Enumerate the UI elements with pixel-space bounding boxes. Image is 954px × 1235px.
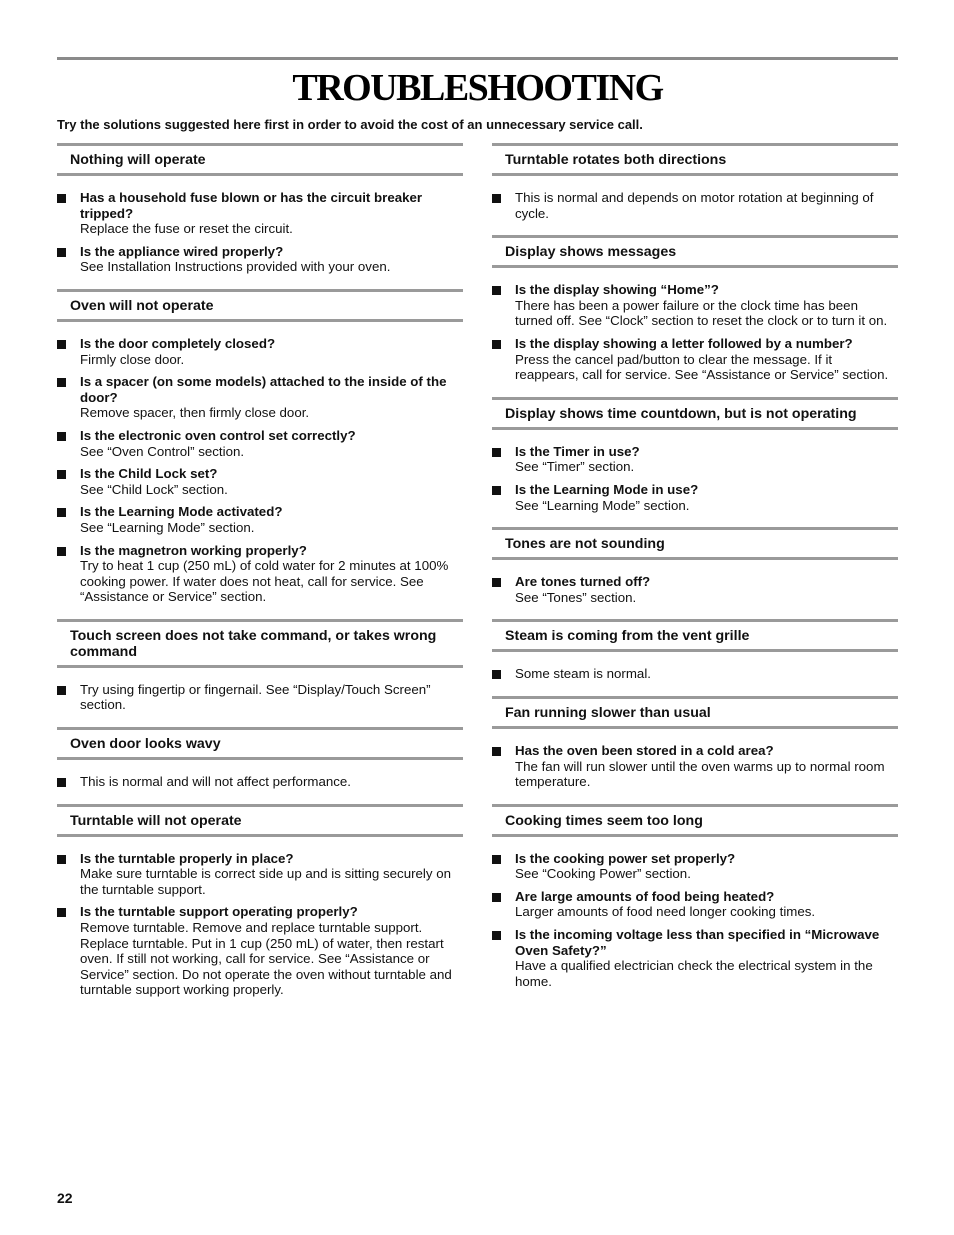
section-heading: Steam is coming from the vent grille xyxy=(492,619,898,652)
list-item xyxy=(57,904,463,998)
item-list xyxy=(57,682,463,713)
list-item xyxy=(492,336,898,383)
section-oven-door-looks-wavy xyxy=(57,727,463,790)
item-question: Is a spacer (on some models) attached to the inside of the door? xyxy=(80,374,447,405)
item-list xyxy=(492,851,898,990)
list-item xyxy=(57,543,463,605)
item-answer: See “Learning Mode” section. xyxy=(80,519,255,535)
item-answer: See “Learning Mode” section. xyxy=(515,497,690,513)
section-heading: Turntable will not operate xyxy=(57,804,463,837)
section-fan-running-slower-than-usual xyxy=(492,696,898,790)
list-item xyxy=(57,466,463,497)
item-list xyxy=(492,743,898,790)
item-answer: There has been a power failure or the clock time has been turned off. See “Clock” section to reset the clock or to turn it on. xyxy=(515,297,888,329)
right-column xyxy=(492,143,898,1003)
item-question: Are tones turned off? xyxy=(515,574,651,590)
section-heading: Oven will not operate xyxy=(57,289,463,322)
section-tones-are-not-sounding xyxy=(492,527,898,605)
list-item xyxy=(57,774,463,790)
list-item xyxy=(57,244,463,275)
list-item xyxy=(492,190,898,221)
item-question: Is the cooking power set properly? xyxy=(515,850,736,866)
section-heading: Display shows time countdown, but is not operating xyxy=(492,397,898,430)
item-list xyxy=(492,190,898,221)
section-cooking-times-seem-too-long xyxy=(492,804,898,990)
list-item xyxy=(492,574,898,605)
top-rule xyxy=(57,57,898,60)
item-question: Is the magnetron working properly? xyxy=(80,542,307,558)
section-turntable-will-not-operate xyxy=(57,804,463,998)
item-answer: The fan will run slower until the oven warms up to normal room temperature. xyxy=(515,758,885,790)
item-question: Is the display showing “Home”? xyxy=(515,282,719,298)
section-heading: Display shows messages xyxy=(492,235,898,268)
item-answer: See “Oven Control” section. xyxy=(80,443,245,459)
item-answer: See “Timer” section. xyxy=(515,459,635,475)
list-item xyxy=(492,889,898,920)
item-answer: Make sure turntable is correct side up and is sitting securely on the turntable support. xyxy=(80,866,452,897)
item-answer: Remove spacer, then firmly close door. xyxy=(80,405,310,421)
section-heading: Touch screen does not take command, or takes wrong command xyxy=(57,619,463,668)
section-heading: Fan running slower than usual xyxy=(492,696,898,729)
section-touch-screen-does-not-take-command-or-ta xyxy=(57,619,463,713)
item-answer: Try using fingertip or fingernail. See “Display/Touch Screen” section. xyxy=(80,681,431,713)
item-list xyxy=(57,774,463,790)
item-list xyxy=(57,336,463,605)
list-item xyxy=(492,851,898,882)
section-heading: Nothing will operate xyxy=(57,143,463,176)
item-list xyxy=(492,574,898,605)
list-item xyxy=(57,851,463,898)
list-item xyxy=(57,190,463,237)
list-item xyxy=(57,428,463,459)
section-heading: Tones are not sounding xyxy=(492,527,898,560)
item-answer: Replace the fuse or reset the circuit. xyxy=(80,221,293,237)
list-item xyxy=(492,444,898,475)
page-title: TROUBLESHOOTING xyxy=(292,67,663,109)
list-item xyxy=(57,336,463,367)
item-list xyxy=(492,282,898,383)
item-question: Has the oven been stored in a cold area? xyxy=(515,742,774,758)
item-question: Is the Learning Mode in use? xyxy=(515,481,699,497)
section-turntable-rotates-both-directions xyxy=(492,143,898,221)
section-display-shows-time-countdown-but-is-not- xyxy=(492,397,898,513)
item-list xyxy=(492,666,898,682)
item-answer: Firmly close door. xyxy=(80,351,185,367)
item-question: Is the Learning Mode activated? xyxy=(80,504,283,520)
item-answer: See “Child Lock” section. xyxy=(80,481,228,497)
item-question: Is the electronic oven control set correctly? xyxy=(80,427,356,443)
item-answer: Remove turntable. Remove and replace turntable support. Replace turntable. Put in 1 cup (250 mL) of water, then restart oven. If still not working, call for service. See “Assistance or Service” section. Do not operate the oven without turntable and turntable support working properly. xyxy=(80,920,452,998)
list-item xyxy=(492,743,898,790)
page-number: 22 xyxy=(57,1190,73,1206)
item-question: Is the incoming voltage less than specified in “Microwave Oven Safety?” xyxy=(515,927,880,958)
item-answer: See “Cooking Power” section. xyxy=(515,866,691,882)
item-list xyxy=(492,444,898,513)
item-list xyxy=(57,851,463,998)
item-list xyxy=(57,190,463,275)
item-question: Is the turntable properly in place? xyxy=(80,850,294,866)
list-item xyxy=(57,682,463,713)
section-heading: Turntable rotates both directions xyxy=(492,143,898,176)
list-item xyxy=(492,482,898,513)
section-heading: Oven door looks wavy xyxy=(57,727,463,760)
section-nothing-will-operate xyxy=(57,143,463,275)
list-item xyxy=(57,504,463,535)
item-answer: Press the cancel pad/button to clear the message. If it reappears, call for service. See “Assistance or Service” section. xyxy=(515,351,889,383)
item-answer: Have a qualified electrician check the electrical system in the home. xyxy=(515,958,873,989)
item-question: Is the Timer in use? xyxy=(515,443,640,459)
item-question: Is the display showing a letter followed by a number? xyxy=(515,335,853,351)
section-oven-will-not-operate xyxy=(57,289,463,605)
section-display-shows-messages xyxy=(492,235,898,383)
item-answer: Try to heat 1 cup (250 mL) of cold water for 2 minutes at 100% cooking power. If water does not heat, call for service. See “Assistance or Service” section. xyxy=(80,558,449,605)
item-question: Is the door completely closed? xyxy=(80,335,276,351)
item-answer: Some steam is normal. xyxy=(515,666,651,682)
intro-text: Try the solutions suggested here first in order to avoid the cost of an unnecessary service call. xyxy=(57,117,643,132)
item-answer: See Installation Instructions provided with your oven. xyxy=(80,259,391,275)
item-question: Is the turntable support operating properly? xyxy=(80,904,358,920)
section-steam-is-coming-from-the-vent-grille xyxy=(492,619,898,682)
list-item xyxy=(492,927,898,989)
list-item xyxy=(57,374,463,421)
item-question: Is the Child Lock set? xyxy=(80,466,218,482)
item-answer: This is normal and depends on motor rotation at beginning of cycle. xyxy=(515,190,874,221)
item-question: Are large amounts of food being heated? xyxy=(515,888,775,904)
item-answer: Larger amounts of food need longer cooking times. xyxy=(515,904,816,920)
left-column xyxy=(57,143,463,1012)
item-question: Is the appliance wired properly? xyxy=(80,243,284,259)
list-item xyxy=(492,666,898,682)
item-answer: See “Tones” section. xyxy=(515,589,637,605)
list-item xyxy=(492,282,898,329)
item-answer: This is normal and will not affect performance. xyxy=(80,774,351,790)
section-heading: Cooking times seem too long xyxy=(492,804,898,837)
item-question: Has a household fuse blown or has the circuit breaker tripped? xyxy=(80,190,423,221)
